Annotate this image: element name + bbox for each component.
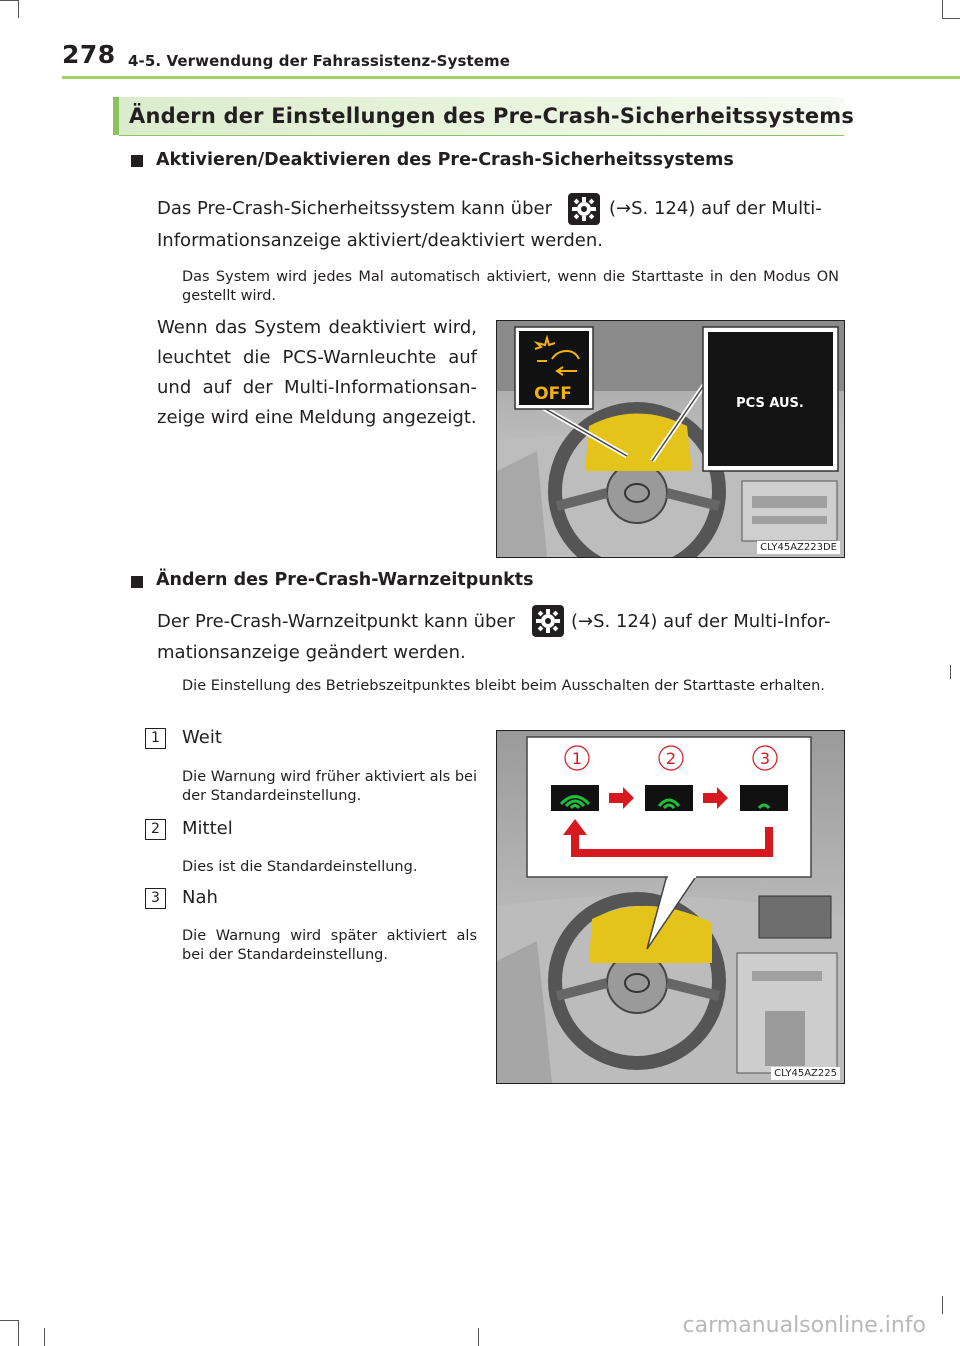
crop-mark bbox=[478, 1328, 479, 1346]
settings-gear-icon bbox=[532, 605, 564, 637]
crop-mark bbox=[942, 18, 960, 19]
crop-mark bbox=[18, 0, 19, 18]
crop-mark bbox=[942, 1296, 943, 1314]
timing-label-2: 2 bbox=[665, 749, 677, 768]
crop-mark bbox=[942, 0, 943, 18]
illustration-pcs-off bbox=[496, 320, 845, 558]
subsection-title: Ändern des Pre-Crash-Warnzeitpunkts bbox=[156, 570, 534, 590]
item-title-weit: Weit bbox=[182, 727, 222, 748]
crop-mark bbox=[0, 0, 18, 1]
item-number-1: 1 bbox=[145, 728, 166, 749]
item-number-3: 3 bbox=[145, 888, 166, 909]
body-line: mationsanzeige geändert werden. bbox=[157, 642, 466, 663]
body-line: Informationsanzeige aktiviert/deaktiviert werden. bbox=[157, 230, 603, 251]
crop-mark bbox=[18, 1320, 19, 1346]
body-line: (→S. 124) auf der Multi- bbox=[609, 198, 822, 219]
off-indicator-label: OFF bbox=[534, 384, 572, 404]
body-line: Das Pre-Crash-Sicherheitssystem kann über bbox=[157, 198, 552, 219]
note-text: Die Einstellung des Betriebszeitpunktes bleibt beim Ausschalten der Starttaste erhalten. bbox=[182, 678, 825, 694]
settings-gear-icon bbox=[568, 193, 600, 225]
crop-mark bbox=[0, 1320, 18, 1321]
illustration-warning-timing bbox=[496, 730, 845, 1084]
body-line: (→S. 124) auf der Multi-Infor- bbox=[571, 611, 831, 632]
page-number: 278 bbox=[62, 40, 116, 69]
timing-label-1: 1 bbox=[571, 749, 583, 768]
note-text: Das System wird jedes Mal automatisch aktiviert, wenn die Starttaste in den Modus ON gestellt wird. bbox=[182, 269, 839, 304]
screen-message: PCS AUS. bbox=[736, 396, 804, 411]
item-title-nah: Nah bbox=[182, 887, 218, 908]
header-rule bbox=[62, 76, 960, 79]
warning-paragraph: Wenn das System deaktiviert wird, leuchtet die PCS-Warnleuchte auf und auf der Multi-Informationsanzeige wird eine Meldung angezeigt. bbox=[157, 317, 477, 428]
crop-mark bbox=[950, 665, 951, 679]
watermark: carmanualsonline.info bbox=[682, 1313, 926, 1338]
section-title: Ändern der Einstellungen des Pre-Crash-Sicherheitssystems bbox=[129, 104, 855, 128]
item-title-mittel: Mittel bbox=[182, 818, 233, 839]
item-desc: Die Warnung wird früher aktiviert als bei der Standardeinstellung. bbox=[182, 769, 477, 804]
crop-mark bbox=[44, 1328, 45, 1346]
image-code: CLY45AZ225 bbox=[771, 1067, 840, 1080]
subsection-title: Aktivieren/Deaktivieren des Pre-Crash-Sicherheitssystems bbox=[156, 150, 734, 170]
item-number-2: 2 bbox=[145, 819, 166, 840]
item-desc: Die Warnung wird später aktiviert als bei der Standardeinstellung. bbox=[182, 928, 477, 963]
timing-label-3: 3 bbox=[759, 749, 771, 768]
body-line: Der Pre-Crash-Warnzeitpunkt kann über bbox=[157, 611, 515, 632]
image-code: CLY45AZ223DE bbox=[757, 541, 840, 554]
chapter-title: 4-5. Verwendung der Fahrassistenz-Systeme bbox=[128, 52, 511, 70]
bullet-square bbox=[131, 576, 143, 588]
item-desc: Dies ist die Standardeinstellung. bbox=[182, 859, 418, 875]
bullet-square bbox=[131, 155, 143, 167]
